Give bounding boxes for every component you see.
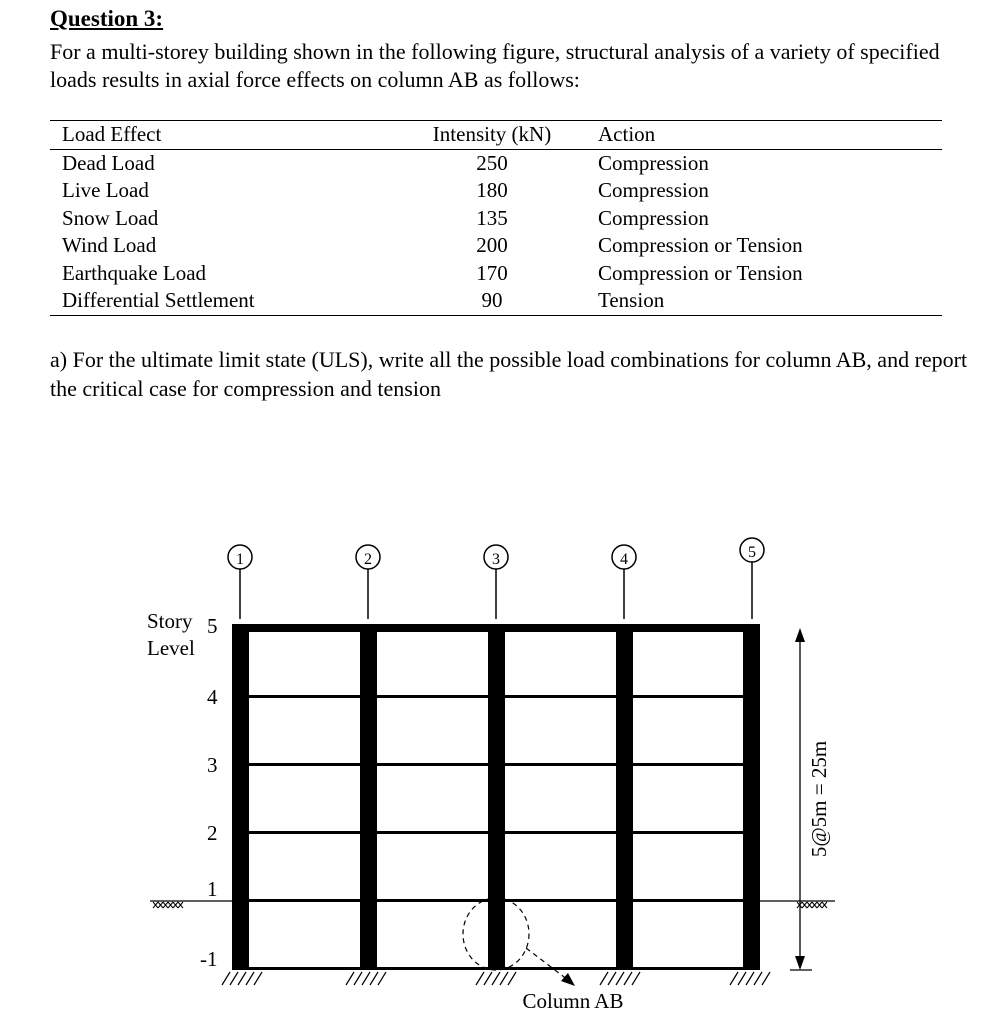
column-gridline-4 — [616, 624, 633, 970]
soil-hatch-left — [153, 902, 183, 908]
cell-intensity: 135 — [476, 205, 508, 230]
cell-action: Compression or Tension — [598, 233, 803, 258]
header-action: Action — [592, 121, 942, 150]
column-ab-pointer-arrowhead — [561, 973, 575, 986]
header-intensity: Intensity (kN) — [392, 121, 592, 150]
cell-action: Compression — [598, 178, 709, 203]
cell-intensity: 170 — [476, 260, 508, 285]
level-label-2: 2 — [207, 821, 218, 845]
column-ab-pointer-line — [526, 948, 568, 980]
level-label-1: 1 — [207, 877, 218, 901]
dimension-arrow-bottom — [795, 956, 805, 970]
cell-action: Compression — [598, 150, 709, 175]
level-label-minus-1: -1 — [200, 947, 218, 971]
cell-load-effect: Wind Load — [62, 233, 157, 258]
gridline-label-3: 3 — [492, 551, 500, 568]
base-support-hatches — [222, 972, 770, 985]
cell-load-effect: Dead Load — [62, 150, 155, 175]
column-ab-gridline-3 — [488, 624, 505, 970]
cell-intensity: 200 — [476, 233, 508, 258]
level-label-4: 4 — [207, 685, 218, 709]
level-label-5: 5 — [207, 614, 218, 638]
soil-hatch-right — [797, 902, 827, 908]
cell-load-effect: Differential Settlement — [50, 287, 392, 315]
column-ab-label: Column AB — [522, 989, 624, 1013]
cell-load-effect: Earthquake Load — [62, 260, 207, 285]
cell-load-effect: Live Load — [62, 178, 149, 203]
gridline-label-5: 5 — [748, 544, 756, 561]
gridline-label-4: 4 — [620, 551, 628, 568]
column-gridline-2 — [360, 624, 377, 970]
question-intro: For a multi-storey building shown in the following figure, structural analysis of a variety of specified loads results in axial force effects on column AB as follows: — [50, 39, 940, 92]
cell-action: Compression — [598, 205, 709, 230]
cell-action: Tension — [592, 287, 942, 315]
gridline-label-2: 2 — [364, 551, 372, 568]
story-label-line1: Story — [147, 609, 193, 633]
column-gridline-5 — [743, 624, 760, 970]
level-label-3: 3 — [207, 753, 218, 777]
question-title: Question 3: — [50, 6, 164, 31]
cell-intensity: 250 — [476, 150, 508, 175]
cell-intensity: 180 — [476, 178, 508, 203]
header-load-effect: Load Effect — [50, 121, 392, 150]
part-a-question: a) For the ultimate limit state (ULS), write all the possible load combinations for column AB, and report the critical case for compression and tension — [50, 347, 968, 401]
gridline-label-1: 1 — [236, 551, 244, 568]
cell-load-effect: Snow Load — [62, 205, 159, 230]
cell-intensity: 90 — [392, 287, 592, 315]
dimension-label: 5@5m = 25m — [807, 740, 831, 858]
column-gridline-1 — [232, 624, 249, 970]
story-label-line2: Level — [147, 636, 195, 660]
dimension-arrow-top — [795, 628, 805, 642]
cell-action: Compression or Tension — [598, 260, 803, 285]
